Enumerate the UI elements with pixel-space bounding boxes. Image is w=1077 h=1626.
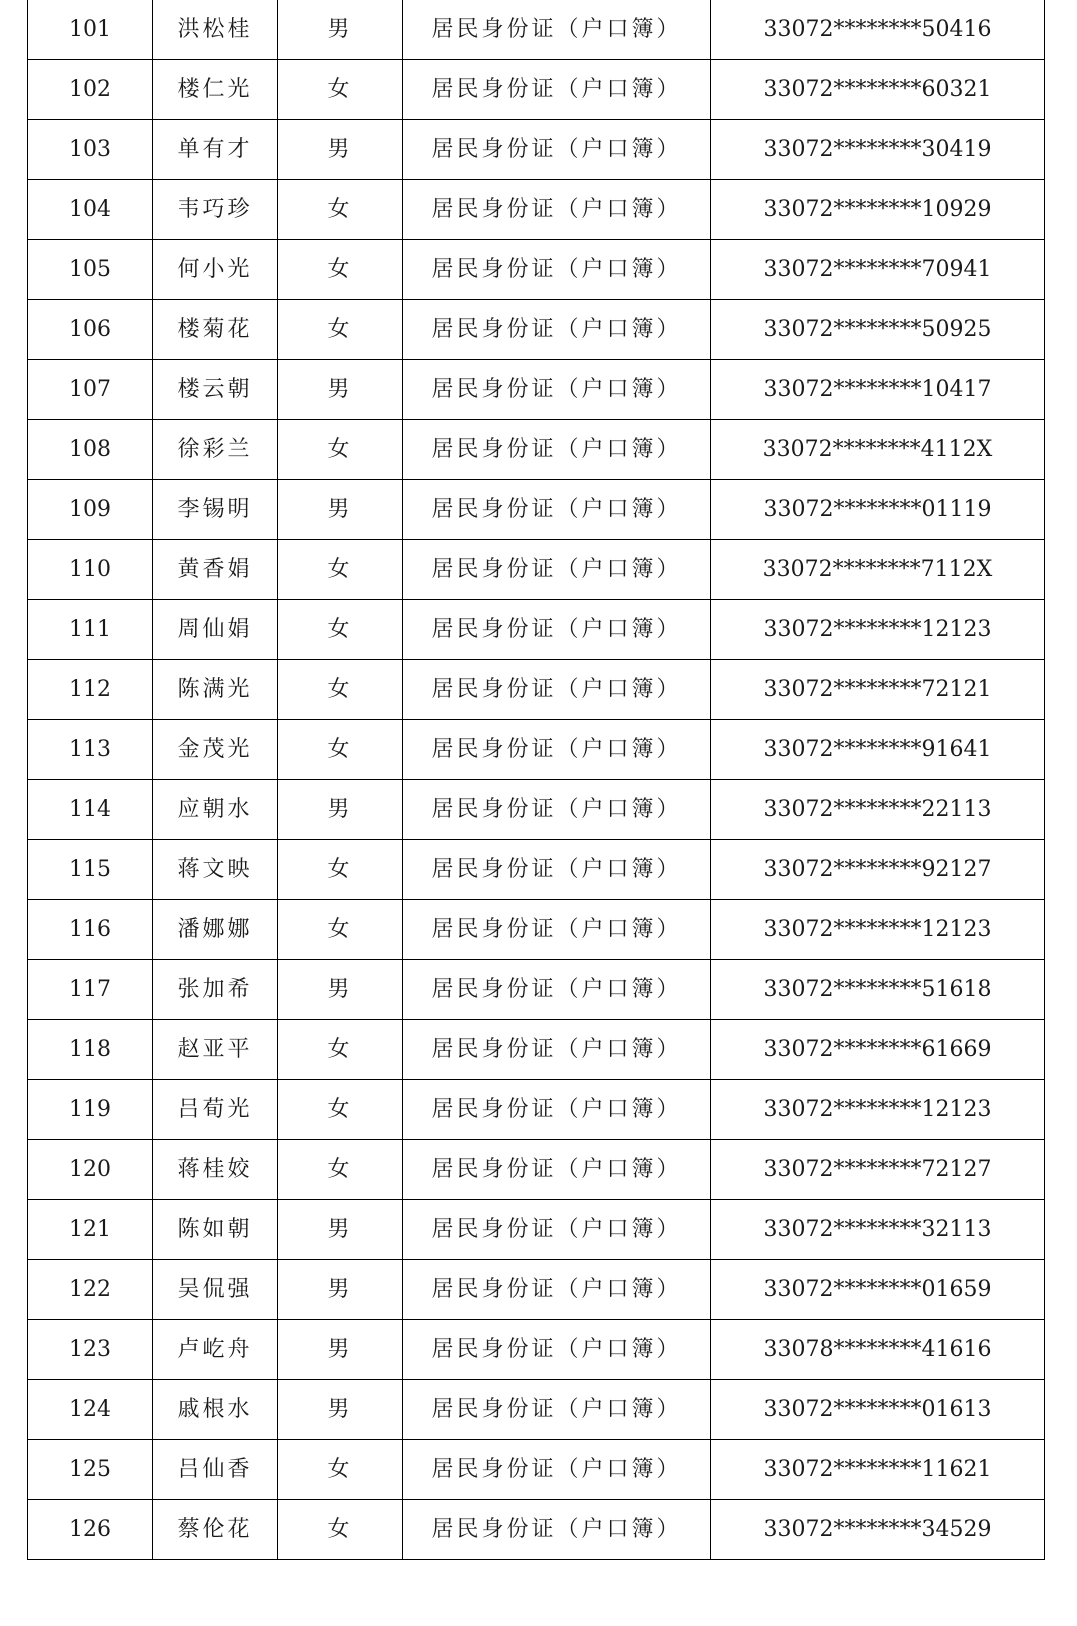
name-cell: 陈如朝 [153,1200,278,1260]
row-number-cell: 110 [28,540,153,600]
id-number-cell: 33072********32113 [711,1200,1045,1260]
document-type-cell: 居民身份证（户口簿） [403,840,711,900]
table-row [28,900,1045,960]
document-type-cell: 居民身份证（户口簿） [403,0,711,60]
document-type-cell: 居民身份证（户口簿） [403,1320,711,1380]
name-cell: 李锡明 [153,480,278,540]
row-number-cell: 126 [28,1500,153,1560]
name-cell: 吕荀光 [153,1080,278,1140]
gender-cell: 男 [278,360,403,420]
document-type-cell: 居民身份证（户口簿） [403,120,711,180]
name-cell: 楼云朝 [153,360,278,420]
id-number-cell: 33072********22113 [711,780,1045,840]
document-type-cell: 居民身份证（户口簿） [403,1380,711,1440]
row-number-cell: 122 [28,1260,153,1320]
gender-cell: 女 [278,1440,403,1500]
name-cell: 蒋桂姣 [153,1140,278,1200]
table-row [28,1320,1045,1380]
gender-cell: 女 [278,1140,403,1200]
gender-cell: 女 [278,600,403,660]
document-type-cell: 居民身份证（户口簿） [403,1500,711,1560]
table-row [28,660,1045,720]
name-cell: 吴侃强 [153,1260,278,1320]
name-cell: 周仙娟 [153,600,278,660]
row-number-cell: 109 [28,480,153,540]
gender-cell: 女 [278,840,403,900]
row-number-cell: 106 [28,300,153,360]
gender-cell: 女 [278,300,403,360]
gender-cell: 女 [278,180,403,240]
id-number-cell: 33072********72121 [711,660,1045,720]
id-number-cell: 33072********4112X [711,420,1045,480]
table-row [28,960,1045,1020]
table-row [28,1380,1045,1440]
row-number-cell: 118 [28,1020,153,1080]
id-number-cell: 33072********61669 [711,1020,1045,1080]
document-type-cell: 居民身份证（户口簿） [403,780,711,840]
row-number-cell: 117 [28,960,153,1020]
gender-cell: 男 [278,120,403,180]
row-number-cell: 123 [28,1320,153,1380]
gender-cell: 女 [278,1500,403,1560]
document-type-cell: 居民身份证（户口簿） [403,60,711,120]
gender-cell: 女 [278,60,403,120]
id-number-cell: 33072********7112X [711,540,1045,600]
id-number-cell: 33072********92127 [711,840,1045,900]
table-row [28,1140,1045,1200]
table-row [28,1440,1045,1500]
name-cell: 赵亚平 [153,1020,278,1080]
row-number-cell: 108 [28,420,153,480]
table-row [28,1500,1045,1560]
row-number-cell: 121 [28,1200,153,1260]
document-type-cell: 居民身份证（户口簿） [403,600,711,660]
document-type-cell: 居民身份证（户口簿） [403,180,711,240]
table-row [28,540,1045,600]
gender-cell: 男 [278,0,403,60]
document-type-cell: 居民身份证（户口簿） [403,420,711,480]
id-number-cell: 33072********01119 [711,480,1045,540]
id-number-cell: 33072********11621 [711,1440,1045,1500]
gender-cell: 男 [278,480,403,540]
id-number-cell: 33072********72127 [711,1140,1045,1200]
row-number-cell: 105 [28,240,153,300]
name-cell: 卢屹舟 [153,1320,278,1380]
name-cell: 楼仁光 [153,60,278,120]
name-cell: 金茂光 [153,720,278,780]
gender-cell: 女 [278,660,403,720]
gender-cell: 男 [278,1380,403,1440]
roster-table-body [28,0,1045,1560]
document-type-cell: 居民身份证（户口簿） [403,1020,711,1080]
row-number-cell: 114 [28,780,153,840]
document-type-cell: 居民身份证（户口簿） [403,1440,711,1500]
name-cell: 蔡伦花 [153,1500,278,1560]
roster-table [27,0,1045,1560]
name-cell: 黄香娟 [153,540,278,600]
table-row [28,180,1045,240]
id-number-cell: 33072********10417 [711,360,1045,420]
gender-cell: 男 [278,780,403,840]
table-row [28,0,1045,60]
id-number-cell: 33072********30419 [711,120,1045,180]
id-number-cell: 33072********50925 [711,300,1045,360]
name-cell: 洪松桂 [153,0,278,60]
gender-cell: 女 [278,540,403,600]
document-type-cell: 居民身份证（户口簿） [403,360,711,420]
row-number-cell: 124 [28,1380,153,1440]
name-cell: 何小光 [153,240,278,300]
name-cell: 张加希 [153,960,278,1020]
id-number-cell: 33072********12123 [711,900,1045,960]
table-row [28,840,1045,900]
row-number-cell: 120 [28,1140,153,1200]
table-row [28,720,1045,780]
row-number-cell: 107 [28,360,153,420]
document-type-cell: 居民身份证（户口簿） [403,300,711,360]
name-cell: 蒋文映 [153,840,278,900]
document-type-cell: 居民身份证（户口簿） [403,1080,711,1140]
id-number-cell: 33072********50416 [711,0,1045,60]
row-number-cell: 111 [28,600,153,660]
name-cell: 潘娜娜 [153,900,278,960]
document-type-cell: 居民身份证（户口簿） [403,1140,711,1200]
gender-cell: 女 [278,900,403,960]
table-row [28,420,1045,480]
gender-cell: 男 [278,960,403,1020]
row-number-cell: 102 [28,60,153,120]
document-type-cell: 居民身份证（户口簿） [403,900,711,960]
table-row [28,360,1045,420]
name-cell: 韦巧珍 [153,180,278,240]
row-number-cell: 119 [28,1080,153,1140]
table-row [28,1260,1045,1320]
name-cell: 楼菊花 [153,300,278,360]
row-number-cell: 115 [28,840,153,900]
name-cell: 应朝水 [153,780,278,840]
document-type-cell: 居民身份证（户口簿） [403,960,711,1020]
gender-cell: 女 [278,240,403,300]
id-number-cell: 33072********70941 [711,240,1045,300]
id-number-cell: 33072********12123 [711,1080,1045,1140]
gender-cell: 女 [278,1020,403,1080]
document-type-cell: 居民身份证（户口簿） [403,540,711,600]
document-type-cell: 居民身份证（户口簿） [403,720,711,780]
id-number-cell: 33072********01659 [711,1260,1045,1320]
table-row [28,60,1045,120]
table-row [28,1020,1045,1080]
id-number-cell: 33072********51618 [711,960,1045,1020]
name-cell: 吕仙香 [153,1440,278,1500]
table-row [28,300,1045,360]
id-number-cell: 33072********10929 [711,180,1045,240]
table-row [28,600,1045,660]
table-row [28,120,1045,180]
row-number-cell: 112 [28,660,153,720]
gender-cell: 女 [278,1080,403,1140]
table-row [28,1200,1045,1260]
name-cell: 徐彩兰 [153,420,278,480]
gender-cell: 女 [278,420,403,480]
id-number-cell: 33072********34529 [711,1500,1045,1560]
gender-cell: 女 [278,720,403,780]
row-number-cell: 116 [28,900,153,960]
table-row [28,1080,1045,1140]
document-type-cell: 居民身份证（户口簿） [403,1200,711,1260]
id-number-cell: 33072********60321 [711,60,1045,120]
name-cell: 戚根水 [153,1380,278,1440]
name-cell: 陈满光 [153,660,278,720]
document-type-cell: 居民身份证（户口簿） [403,480,711,540]
name-cell: 单有才 [153,120,278,180]
row-number-cell: 113 [28,720,153,780]
row-number-cell: 104 [28,180,153,240]
gender-cell: 男 [278,1200,403,1260]
document-type-cell: 居民身份证（户口簿） [403,660,711,720]
id-number-cell: 33078********41616 [711,1320,1045,1380]
roster-sheet [27,0,1044,1560]
table-row [28,780,1045,840]
row-number-cell: 103 [28,120,153,180]
row-number-cell: 101 [28,0,153,60]
id-number-cell: 33072********12123 [711,600,1045,660]
table-row [28,480,1045,540]
row-number-cell: 125 [28,1440,153,1500]
gender-cell: 男 [278,1260,403,1320]
id-number-cell: 33072********01613 [711,1380,1045,1440]
gender-cell: 男 [278,1320,403,1380]
document-type-cell: 居民身份证（户口簿） [403,240,711,300]
id-number-cell: 33072********91641 [711,720,1045,780]
table-row [28,240,1045,300]
document-type-cell: 居民身份证（户口簿） [403,1260,711,1320]
